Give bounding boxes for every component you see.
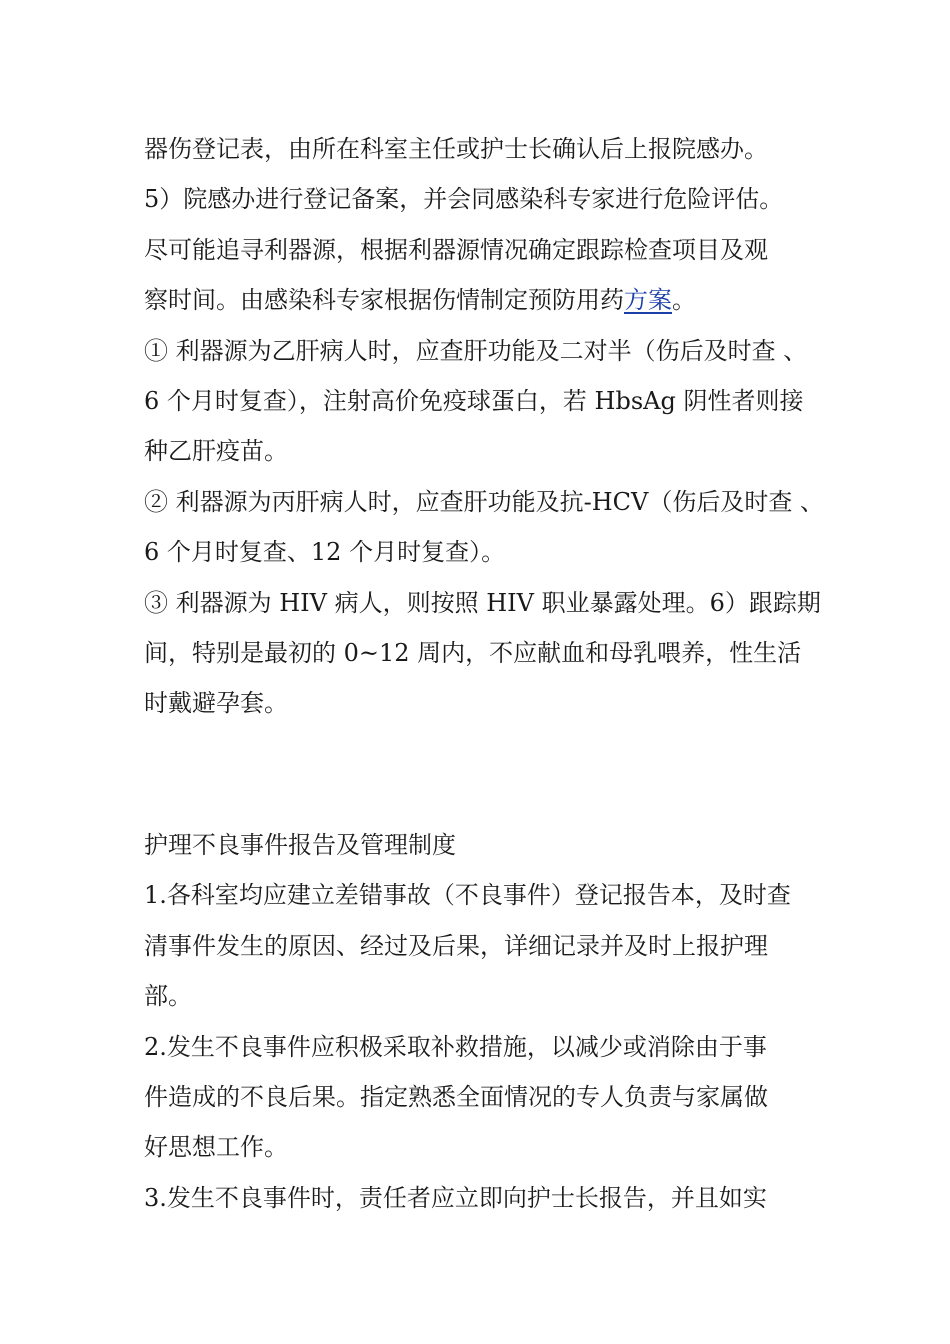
paragraph-line: 6 个月时复查），注射高价免疫球蛋白，若 HbsAg 阴性者则接 — [144, 386, 804, 415]
paragraph-line: 种乙肝疫苗。 — [144, 437, 288, 466]
adverse-event-policy-section — [144, 820, 844, 1223]
paragraph-line: 1.各科室均应建立差错事故（不良事件）登记报告本，及时查 — [144, 881, 791, 910]
plan-link[interactable]: 方案 — [624, 286, 672, 315]
paragraph-line: ① 利器源为乙肝病人时，应查肝功能及二对半（伤后及时查 、 — [144, 336, 808, 365]
paragraph-line: 时戴避孕套。 — [144, 689, 288, 718]
paragraph-line: 件造成的不良后果。指定熟悉全面情况的专人负责与家属做 — [144, 1082, 768, 1111]
paragraph-line — [144, 275, 844, 325]
paragraph-line: 尽可能追寻利器源，根据利器源情况确定跟踪检查项目及观 — [144, 235, 768, 264]
paragraph-line: ③ 利器源为 HIV 病人，则按照 HIV 职业暴露处理。6）跟踪期 — [144, 588, 821, 617]
paragraph-line: 清事件发生的原因、经过及后果，详细记录并及时上报护理 — [144, 931, 768, 960]
paragraph-line: 5）院感办进行登记备案，并会同感染科专家进行危险评估。 — [144, 185, 784, 214]
paragraph-line: ② 利器源为丙肝病人时，应查肝功能及抗-HCV（伤后及时查 、 — [144, 487, 824, 516]
sharp-injury-procedure-section — [144, 124, 844, 729]
paragraph-line: 间，特别是最初的 0~12 周内，不应献血和母乳喂养，性生活 — [144, 638, 802, 667]
section-title: 护理不良事件报告及管理制度 — [144, 831, 456, 859]
paragraph-text: 。 — [672, 286, 696, 315]
paragraph-line: 3.发生不良事件时，责任者应立即向护士长报告，并且如实 — [144, 1183, 767, 1212]
paragraph-line: 2.发生不良事件应积极采取补救措施，以减少或消除由于事 — [144, 1032, 767, 1061]
paragraph-line: 部。 — [144, 982, 192, 1011]
paragraph-text: 察时间。由感染科专家根据伤情制定预防用药 — [144, 286, 624, 315]
paragraph-line: 6 个月时复查、12 个月时复查）。 — [144, 538, 506, 567]
paragraph-line: 好思想工作。 — [144, 1133, 288, 1162]
paragraph-line: 器伤登记表，由所在科室主任或护士长确认后上报院感办。 — [144, 135, 768, 163]
